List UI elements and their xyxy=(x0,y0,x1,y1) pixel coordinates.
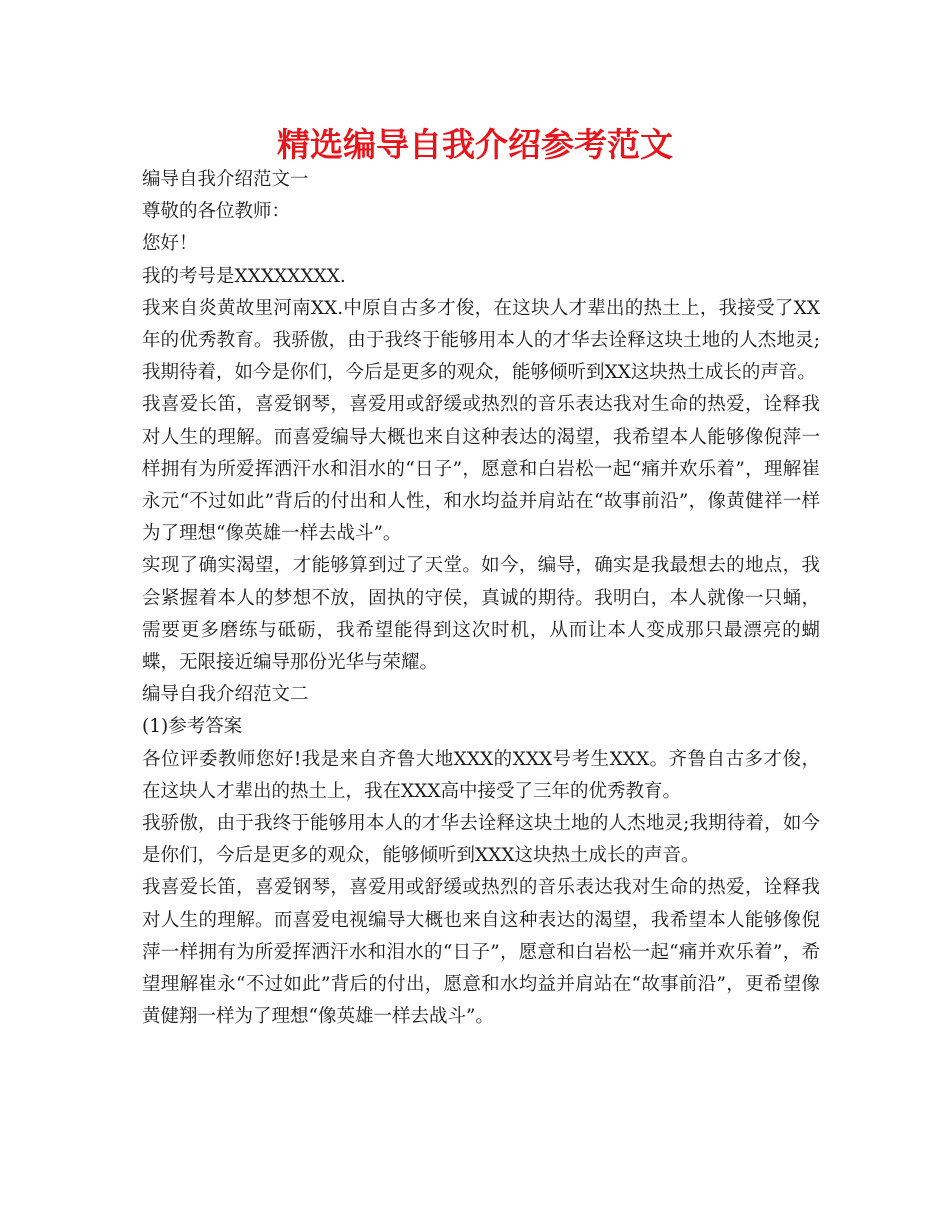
paragraph-hobbies-2: 我喜爱长笛，喜爱钢琴，喜爱用或舒缓或热烈的音乐表达我对生命的热爱，诠释我对人生的理解。而喜爱电视编导大概也来自这种表达的渴望，我希望本人能够像倪萍一样拥有为所爱挥洒汗水和泪水的“日子”，愿意和白岩松一起“痛并欢乐着”，希望理解崔永“不过如此”背后的付出，愿意和水均益并肩站在“故事前沿”，更希望像黄健翔一样为了理想“像英雄一样去战斗”。 xyxy=(142,877,820,1028)
document-body xyxy=(142,164,820,1033)
greeting: 您好！ xyxy=(142,233,198,255)
paragraph-aspiration: 实现了确实渴望，才能够算到过了天堂。如今，编导，确实是我最想去的地点，我会紧握着本人的梦想不放，固执的守侯，真诚的期待。我明白，本人就像一只蛹，需要更多磨练与砥砺，我希望能得到这次时机，从而让本人变成那只最漂亮的蝴蝶，无限接近编导那份光华与荣耀。 xyxy=(142,555,820,674)
paragraph-intro-2: 各位评委教师您好!我是来自齐鲁大地XXX的XXX号考生XXX。齐鲁自古多才俊，在这块人才辈出的热土上，我在XXX高中接受了三年的优秀教育。 xyxy=(142,748,820,802)
paragraph-pride-2: 我骄傲，由于我终于能够用本人的才华去诠释这块土地的人杰地灵;我期待着，如今是你们，今后是更多的观众，能够倾听到XXX这块热土成长的声音。 xyxy=(142,813,820,867)
paragraph-origin: 我来自炎黄故里河南XX.中原自古多才俊，在这块人才辈出的热土上，我接受了XX年的优秀教育。我骄傲，由于我终于能够用本人的才华去诠释这块土地的人杰地灵;我期待着，如今是你们，今后是更多的观众，能够倾听到XX这块热土成长的声音。 xyxy=(142,297,820,384)
salutation: 尊敬的各位教师： xyxy=(142,201,291,223)
section-heading-2: 编导自我介绍范文二 xyxy=(142,684,309,706)
document-title: 精选编导自我介绍参考范文 xyxy=(277,125,673,164)
paragraph-hobbies: 我喜爱长笛，喜爱钢琴，喜爱用或舒缓或热烈的音乐表达我对生命的热爱，诠释我对人生的理解。而喜爱编导大概也来自这种表达的渴望，我希望本人能够像倪萍一样拥有为所爱挥洒汗水和泪水的“日子”，愿意和白岩松一起“痛并欢乐着”，理解崔永元“不过如此”背后的付出和人性，和水均益并肩站在“故事前沿”，像黄健祥一样为了理想“像英雄一样去战斗”。 xyxy=(142,394,820,545)
exam-number: 我的考号是XXXXXXXX. xyxy=(142,265,346,287)
section-heading-1: 编导自我介绍范文一 xyxy=(142,169,309,190)
answer-label: (1)参考答案 xyxy=(142,716,243,738)
